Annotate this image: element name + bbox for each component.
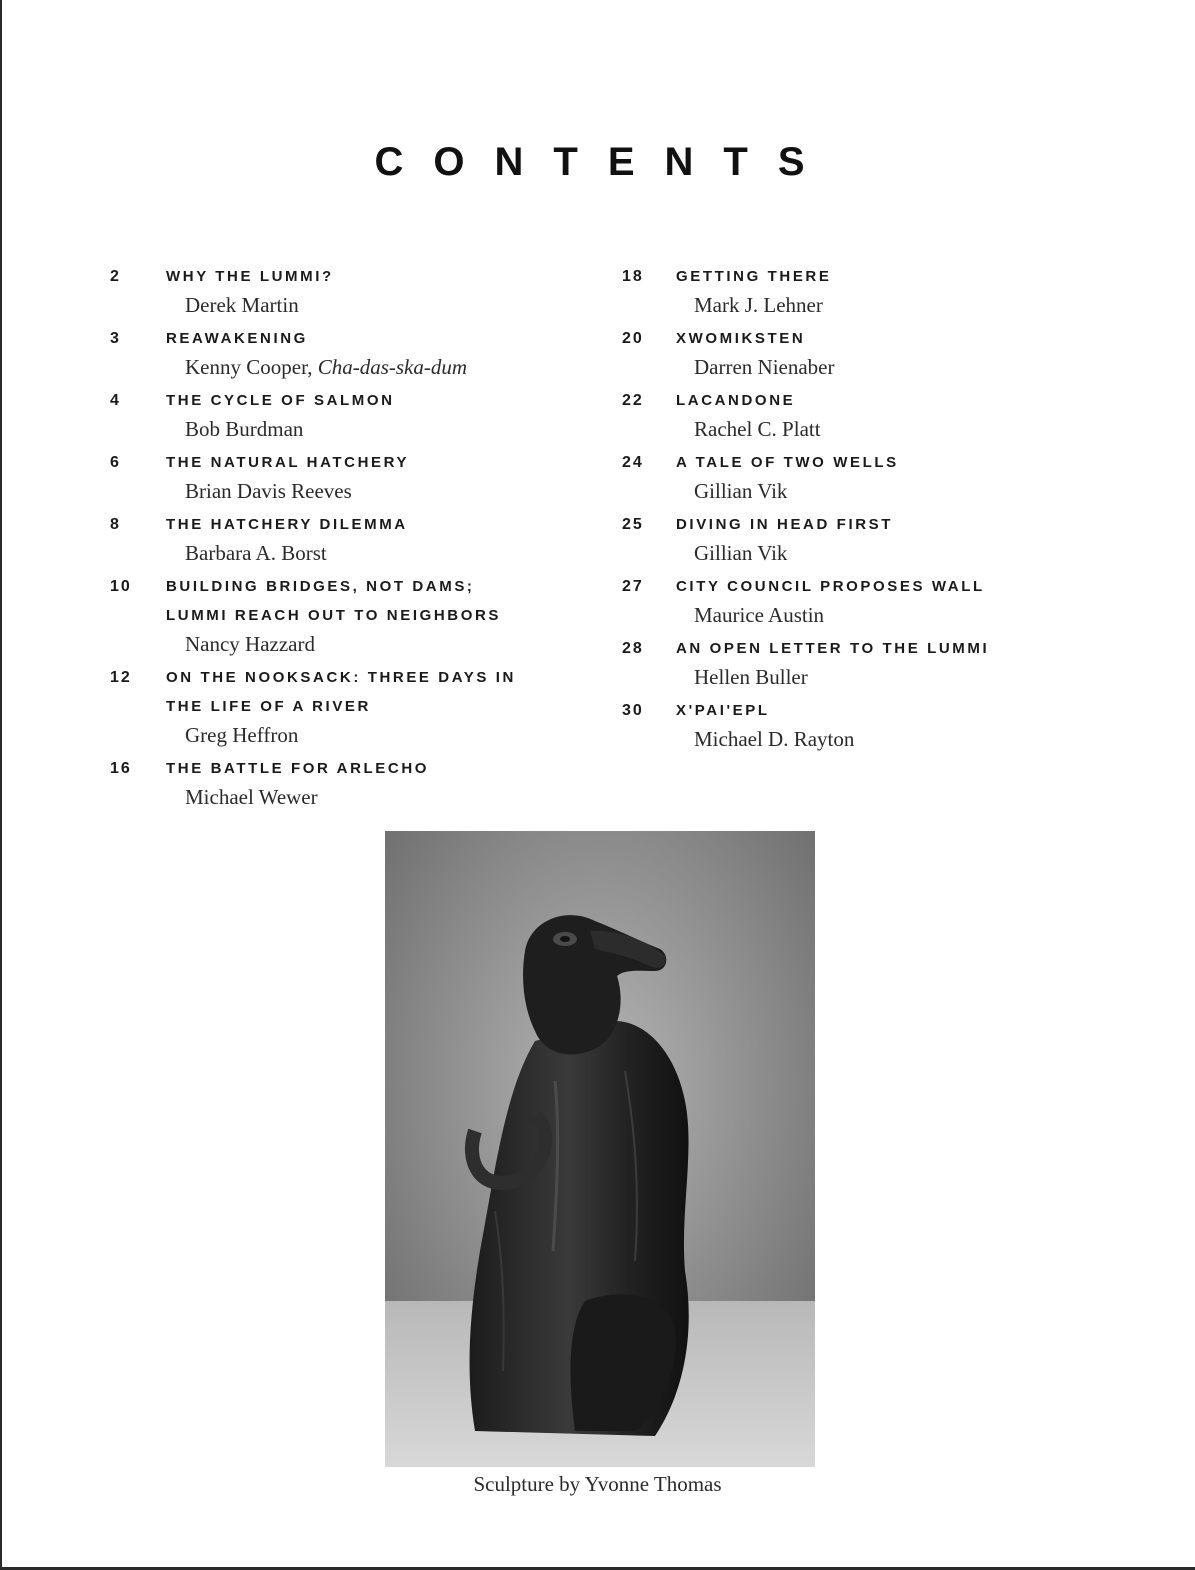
article-title: XWOMIKSTEN: [676, 330, 806, 347]
article-author: [110, 353, 590, 381]
page-number: 6: [110, 454, 121, 471]
article-title: X'PAI'EPL: [676, 702, 770, 719]
author-name: Maurice Austin: [694, 603, 825, 627]
contents-entry[interactable]: [110, 663, 590, 749]
article-title: AN OPEN LETTER TO THE LUMMI: [676, 640, 990, 657]
contents-entry[interactable]: [110, 754, 590, 811]
article-title: REAWAKENING: [166, 330, 308, 347]
page-number: 8: [110, 516, 121, 533]
entry-heading-line: [110, 262, 590, 291]
article-author: [110, 415, 590, 443]
entry-heading-line: [622, 262, 1072, 291]
entry-heading-line: [110, 692, 590, 721]
page-number: 28: [622, 640, 644, 657]
article-title: DIVING IN HEAD FIRST: [676, 516, 894, 533]
entry-heading-line: [622, 572, 1072, 601]
author-name: Bob Burdman: [185, 417, 304, 441]
article-author: [622, 601, 1072, 629]
contents-entry[interactable]: [110, 262, 590, 319]
contents-column-left: [110, 262, 590, 816]
article-author: [622, 725, 1072, 753]
contents-entry[interactable]: [110, 386, 590, 443]
entry-heading-line: [110, 754, 590, 783]
article-title: BUILDING BRIDGES, NOT DAMS;: [166, 578, 475, 595]
page-number: 12: [110, 669, 132, 686]
page-number: 18: [622, 268, 644, 285]
author-name: Kenny Cooper,: [185, 355, 318, 379]
raven-sculpture-image: [385, 831, 815, 1467]
author-name: Darren Nienaber: [694, 355, 835, 379]
entry-heading-line: [622, 510, 1072, 539]
contents-entry[interactable]: [110, 572, 590, 658]
contents-entry[interactable]: [622, 696, 1072, 753]
entry-heading-line: [622, 696, 1072, 725]
page-number: 20: [622, 330, 644, 347]
entry-heading-line: [110, 386, 590, 415]
article-author: [622, 539, 1072, 567]
article-title: LACANDONE: [676, 392, 796, 409]
contents-entry[interactable]: [622, 634, 1072, 691]
article-author: [622, 353, 1072, 381]
page-number: 22: [622, 392, 644, 409]
page-number: 30: [622, 702, 644, 719]
author-name: Rachel C. Platt: [694, 417, 821, 441]
entry-heading-line: [110, 572, 590, 601]
contents-entry[interactable]: [622, 448, 1072, 505]
article-author: [110, 477, 590, 505]
page-number: 10: [110, 578, 132, 595]
entry-heading-line: [622, 634, 1072, 663]
page-number: 2: [110, 268, 121, 285]
article-author: [110, 721, 590, 749]
entry-heading-line: [110, 663, 590, 692]
page-number: 16: [110, 760, 132, 777]
article-title: THE HATCHERY DILEMMA: [166, 516, 408, 533]
article-title: THE BATTLE FOR ARLECHO: [166, 760, 430, 777]
page-number: 24: [622, 454, 644, 471]
author-name: Hellen Buller: [694, 665, 808, 689]
contents-entry[interactable]: [622, 510, 1072, 567]
contents-entry[interactable]: [622, 386, 1072, 443]
entry-heading-line: [622, 386, 1072, 415]
contents-column-right: [622, 262, 1072, 758]
article-title: LUMMI REACH OUT TO NEIGHBORS: [166, 607, 502, 624]
author-name: Gillian Vik: [694, 541, 788, 565]
article-author: [110, 630, 590, 658]
author-name: Brian Davis Reeves: [185, 479, 352, 503]
author-name: Greg Heffron: [185, 723, 299, 747]
article-title: A TALE OF TWO WELLS: [676, 454, 899, 471]
article-author: [110, 291, 590, 319]
page-title: CONTENTS: [374, 140, 835, 184]
entry-heading-line: [110, 601, 590, 630]
contents-entry[interactable]: [110, 510, 590, 567]
page-number: 27: [622, 578, 644, 595]
author-name: Gillian Vik: [694, 479, 788, 503]
photo-caption: Sculpture by Yvonne Thomas: [473, 1472, 722, 1496]
page-edge-left: [0, 0, 2, 1570]
author-name: Barbara A. Borst: [185, 541, 327, 565]
contents-entry[interactable]: [622, 262, 1072, 319]
author-name: Michael Wewer: [185, 785, 318, 809]
article-author: [622, 477, 1072, 505]
contents-entry[interactable]: [622, 572, 1072, 629]
entry-heading-line: [110, 448, 590, 477]
sculpture-photo: [385, 831, 815, 1467]
article-title: THE CYCLE OF SALMON: [166, 392, 395, 409]
author-name: Mark J. Lehner: [694, 293, 823, 317]
author-name: Nancy Hazzard: [185, 632, 315, 656]
article-title: WHY THE LUMMI?: [166, 268, 334, 285]
article-author: [110, 783, 590, 811]
article-title: CITY COUNCIL PROPOSES WALL: [676, 578, 985, 595]
article-title: THE NATURAL HATCHERY: [166, 454, 410, 471]
contents-entry[interactable]: [110, 448, 590, 505]
contents-entry[interactable]: [622, 324, 1072, 381]
article-author: [622, 415, 1072, 443]
page-number: 4: [110, 392, 121, 409]
article-title: ON THE NOOKSACK: THREE DAYS IN: [166, 669, 516, 686]
entry-heading-line: [622, 324, 1072, 353]
article-title: THE LIFE OF A RIVER: [166, 698, 371, 715]
article-author: [110, 539, 590, 567]
article-author: [622, 291, 1072, 319]
article-title: GETTING THERE: [676, 268, 832, 285]
author-name: Derek Martin: [185, 293, 299, 317]
page-number: 25: [622, 516, 644, 533]
article-author: [622, 663, 1072, 691]
author-name: Michael D. Rayton: [694, 727, 855, 751]
page-number: 3: [110, 330, 121, 347]
entry-heading-line: [110, 510, 590, 539]
entry-heading-line: [110, 324, 590, 353]
entry-heading-line: [622, 448, 1072, 477]
author-native-name: Cha-das-ska-dum: [317, 355, 468, 379]
contents-entry[interactable]: [110, 324, 590, 381]
